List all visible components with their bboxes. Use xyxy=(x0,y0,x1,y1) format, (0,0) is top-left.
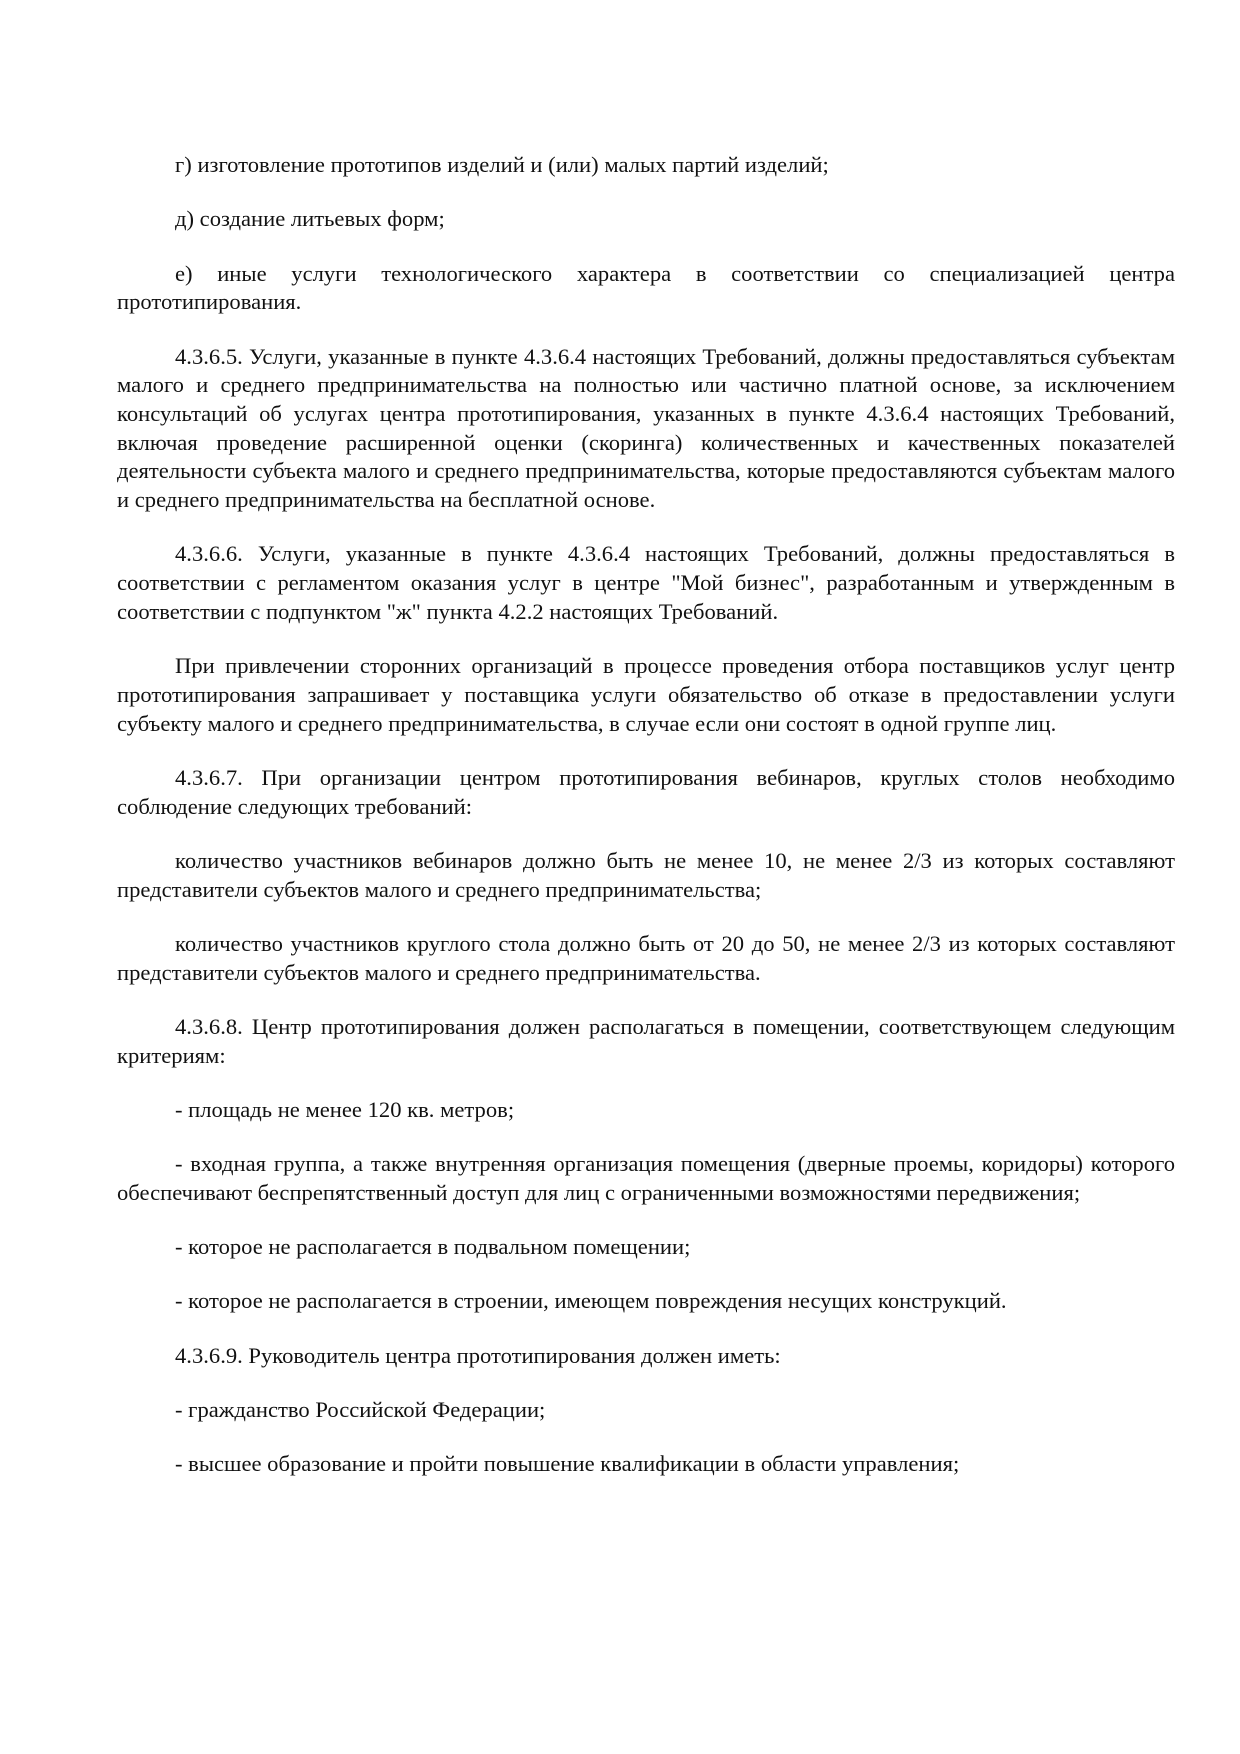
paragraph-4-3-6-5: 4.3.6.5. Услуги, указанные в пункте 4.3.6.4 настоящих Требований, должны предоставляться субъектам малого и среднего предпринимательства на полностью или частично платной основе, за исключением консультаций об услугах центра прототипирования, указанных в пункте 4.3.6.4 настоящих Требований, включая проведение расширенной оценки (скоринга) количественных и качественных показателей деятельности субъекта малого и среднего предпринимательства, которые предоставляются субъектам малого и среднего предпринимательства на бесплатной основе. xyxy=(117,343,1175,513)
list-item-education: - высшее образование и пройти повышение квалификации в области управления; xyxy=(175,1451,960,1477)
paragraph-4-3-6-6: 4.3.6.6. Услуги, указанные в пункте 4.3.6.4 настоящих Требований, должны предоставляться в соответствии с регламентом оказания услуг в центре "Мой бизнес", разработанным и утвержденным в соответствии с подпунктом "ж" пункта 4.2.2 настоящих Требований. xyxy=(117,541,1175,624)
document-page xyxy=(117,151,1175,1505)
paragraph-item-e: е) иные услуги технологического характера в соответствии со специализацией центра прототипирования. xyxy=(117,260,1175,315)
paragraph-third-parties: При привлечении сторонних организаций в процессе проведения отбора поставщиков услуг центр прототипирования запрашивает у поставщика услуги обязательство об отказе в предоставлении услуги субъекту малого и среднего предпринимательства, в случае если они состоят в одной группе лиц. xyxy=(117,653,1175,736)
list-item-accessibility: - входная группа, а также внутренняя организация помещения (дверные проемы, коридоры) которого обеспечивают беспрепятственный доступ для лиц с ограниченными возможностями передвижения; xyxy=(117,1151,1175,1205)
list-item-no-basement: - которое не располагается в подвальном помещении; xyxy=(175,1234,691,1260)
paragraph-webinar-participants: количество участников вебинаров должно быть не менее 10, не менее 2/3 из которых составляют представители субъектов малого и среднего предпринимательства; xyxy=(117,847,1175,902)
paragraph-roundtable-participants: количество участников круглого стола должно быть от 20 до 50, не менее 2/3 из которых составляют представители субъектов малого и среднего предпринимательства. xyxy=(117,930,1175,985)
paragraph-item-d: д) создание литьевых форм; xyxy=(175,206,445,232)
paragraph-4-3-6-7: 4.3.6.7. При организации центром прототипирования вебинаров, круглых столов необходимо соблюдение следующих требований: xyxy=(117,764,1175,819)
list-item-no-damage: - которое не располагается в строении, имеющем повреждения несущих конструкций. xyxy=(175,1288,1007,1314)
paragraph-4-3-6-8: 4.3.6.8. Центр прототипирования должен располагаться в помещении, соответствующем следующим критериям: xyxy=(117,1013,1175,1068)
list-item-citizenship: - гражданство Российской Федерации; xyxy=(175,1397,546,1422)
paragraph-4-3-6-9: 4.3.6.9. Руководитель центра прототипирования должен иметь: xyxy=(175,1342,781,1368)
list-item-area: - площадь не менее 120 кв. метров; xyxy=(175,1096,515,1122)
paragraph-item-g: г) изготовление прототипов изделий и (или) малых партий изделий; xyxy=(175,152,829,177)
